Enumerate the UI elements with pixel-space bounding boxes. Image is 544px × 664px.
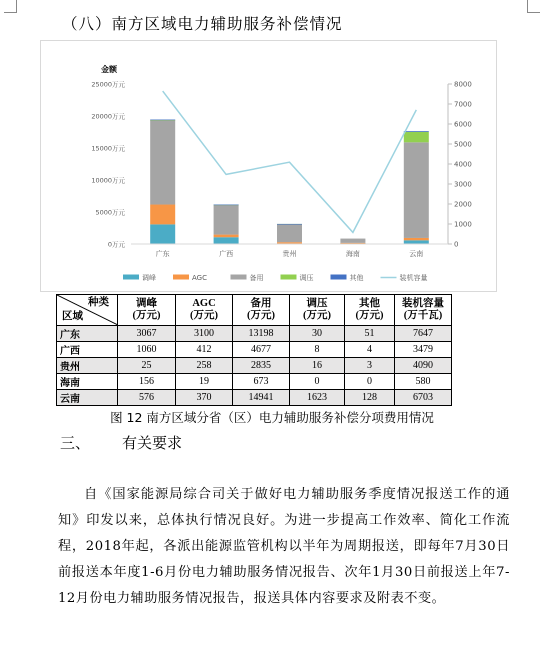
header-name: 备用 <box>250 298 272 309</box>
category-label: 广东 <box>155 250 170 258</box>
bar-segment <box>150 120 175 204</box>
table-cell: 370 <box>176 390 233 406</box>
table-cell: 8 <box>290 342 345 358</box>
header-name: AGC <box>192 298 216 309</box>
legend-label: 调峰 <box>142 274 156 282</box>
table-cell: 580 <box>395 374 452 390</box>
bar-segment <box>404 142 429 238</box>
header-unit: (万元) <box>132 310 161 321</box>
body-paragraph: 自《国家能源局综合司关于做好电力辅助服务季度情况报送工作的通知》印发以来，总体执行情况良好。为进一步提高工作效率、简化工作流程，2018年起，各派出能源监管机构以半年为周期报送，即每年7月30日前报送本年度1-6月份电力辅助服务情况报告、次年1月30日前报送上年7-12月份电力辅助服务情况报告，报送具体内容要求及附表不变。 <box>58 487 510 606</box>
row-region: 海南 <box>57 374 118 390</box>
bar-segment <box>277 224 302 242</box>
table-cell: 16 <box>290 358 345 374</box>
bar-segment <box>214 235 239 238</box>
column-header <box>176 295 233 326</box>
header-name: 装机容量 <box>402 298 444 309</box>
right-tick-label: 8000 <box>454 80 472 89</box>
page-corner-mark-left <box>4 0 17 13</box>
table-cell: 51 <box>345 326 395 342</box>
category-label: 贵州 <box>282 250 297 258</box>
legend-swatch <box>331 275 347 280</box>
category-label: 广西 <box>219 250 234 258</box>
left-tick-label: 15000万元 <box>91 144 125 153</box>
table-cell: 4090 <box>395 358 452 374</box>
table-cell: 1060 <box>118 342 176 358</box>
subsection-number: 三、 <box>60 434 91 452</box>
bar-segment <box>404 131 429 132</box>
row-region: 云南 <box>57 390 118 406</box>
bar-segment <box>404 132 429 142</box>
table-cell: 128 <box>345 390 395 406</box>
header-name: 其他 <box>359 298 380 309</box>
table-cell: 412 <box>176 342 233 358</box>
table-cell: 19 <box>176 374 233 390</box>
bar-segment <box>214 205 239 235</box>
table-cell: 30 <box>290 326 345 342</box>
row-region: 贵州 <box>57 358 118 374</box>
right-tick-label: 2000 <box>454 200 472 209</box>
column-header <box>118 295 176 326</box>
stacked-bar-line-chart <box>41 41 496 291</box>
left-tick-label: 10000万元 <box>91 176 125 185</box>
figure-caption: 图 12 南方区域分省（区）电力辅助服务补偿分项费用情况 <box>110 410 434 425</box>
legend-swatch <box>173 275 189 280</box>
bar-segment <box>404 238 429 240</box>
table-cell: 156 <box>118 374 176 390</box>
left-tick-label: 25000万元 <box>91 80 125 89</box>
table-cell: 0 <box>290 374 345 390</box>
bar-segment <box>150 224 175 244</box>
table-cell: 4 <box>345 342 395 358</box>
line-series <box>163 91 417 232</box>
header-unit: (万元) <box>303 310 331 321</box>
chart-container <box>40 40 497 292</box>
header-unit: (万元) <box>355 310 384 321</box>
column-header <box>233 295 290 326</box>
table-cell: 1623 <box>290 390 345 406</box>
header-unit: (万元) <box>247 310 275 321</box>
legend-label: 调压 <box>299 274 314 282</box>
data-table <box>56 294 452 406</box>
legend-swatch <box>281 275 297 280</box>
table-row <box>57 326 452 342</box>
bar-segment <box>340 239 365 243</box>
table-row <box>57 342 452 358</box>
table-cell: 3479 <box>395 342 452 358</box>
legend-label: 备用 <box>249 274 264 282</box>
subsection-title: 有关要求 <box>122 434 183 452</box>
legend-label: 装机容量 <box>399 274 428 282</box>
table-cell: 3 <box>345 358 395 374</box>
right-tick-label: 7000 <box>454 100 472 109</box>
table-cell: 258 <box>176 358 233 374</box>
bar-segment <box>214 237 239 244</box>
left-tick-label: 20000万元 <box>91 112 125 121</box>
table-row <box>57 390 452 406</box>
bar-segment <box>404 240 429 244</box>
column-header <box>345 295 395 326</box>
table-cell: 0 <box>345 374 395 390</box>
bar-segment <box>277 224 302 225</box>
bar-segment <box>150 205 175 225</box>
table-cell: 4677 <box>233 342 290 358</box>
table-row <box>57 358 452 374</box>
table-cell: 14941 <box>233 390 290 406</box>
column-header <box>290 295 345 326</box>
legend-swatch <box>123 275 139 280</box>
right-tick-label: 0 <box>454 240 459 249</box>
left-tick-label: 0万元 <box>107 240 125 249</box>
right-tick-label: 3000 <box>454 180 472 189</box>
table-cell: 13198 <box>233 326 290 342</box>
category-label: 海南 <box>345 250 360 258</box>
table-cell: 25 <box>118 358 176 374</box>
left-tick-label: 5000万元 <box>95 208 125 217</box>
table-cell: 2835 <box>233 358 290 374</box>
bar-segment <box>150 120 175 121</box>
table-header-row <box>57 295 452 326</box>
header-name: 调峰 <box>136 298 157 309</box>
right-tick-label: 4000 <box>454 160 472 169</box>
category-label: 云南 <box>409 250 424 258</box>
right-tick-label: 5000 <box>454 140 472 149</box>
table-row <box>57 374 452 390</box>
row-region: 广东 <box>57 326 118 342</box>
table-cell: 3067 <box>118 326 176 342</box>
column-header <box>395 295 452 326</box>
header-unit: (万元) <box>190 310 218 321</box>
header-name: 调压 <box>306 298 328 309</box>
bar-segment <box>214 205 239 206</box>
section-heading: （八）南方区域电力辅助服务补偿情况 <box>62 15 343 33</box>
row-region: 广西 <box>57 342 118 358</box>
table-cell: 3100 <box>176 326 233 342</box>
corner-label-region: 区域 <box>62 311 83 322</box>
left-axis-title: 金额 <box>101 65 117 74</box>
page-corner-mark-right <box>527 0 540 13</box>
bar-segment <box>340 243 365 244</box>
corner-label-category: 种类 <box>88 297 109 308</box>
table-cell: 673 <box>233 374 290 390</box>
legend-label: AGC <box>192 274 207 282</box>
right-tick-label: 1000 <box>454 220 472 229</box>
subsection-heading <box>60 432 182 453</box>
header-unit: (万千瓦) <box>403 310 443 321</box>
table-cell: 576 <box>118 390 176 406</box>
table-corner-cell <box>57 295 118 326</box>
table-cell: 6703 <box>395 390 452 406</box>
legend-label: 其他 <box>349 274 364 282</box>
table-cell: 7647 <box>395 326 452 342</box>
right-tick-label: 6000 <box>454 120 472 129</box>
legend-swatch <box>231 275 247 280</box>
